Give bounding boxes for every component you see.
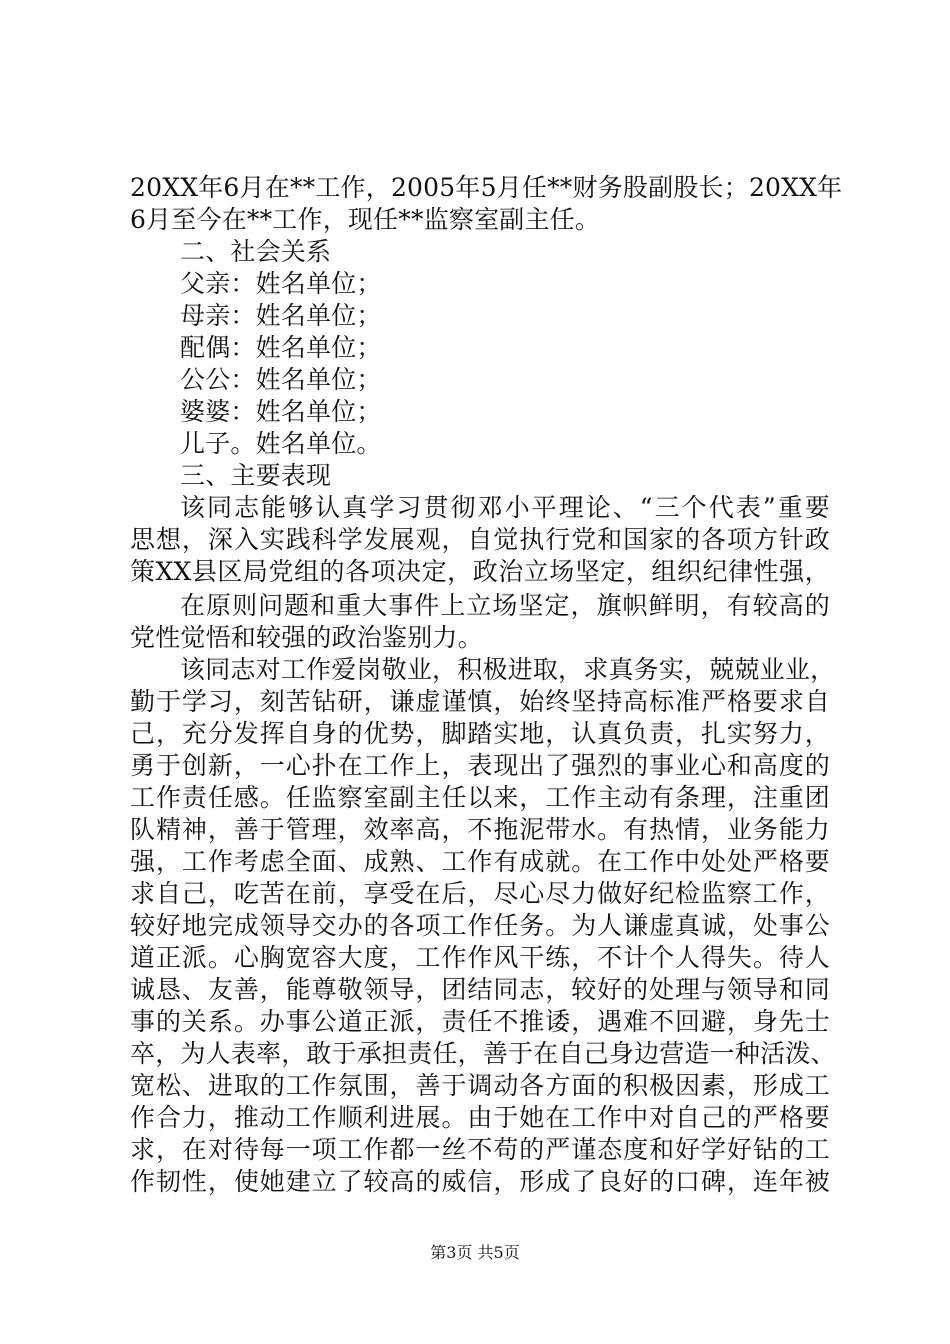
text-line: 配偶：姓名单位； — [180, 333, 382, 362]
text-line: 求 自 己 ， 吃 苦 在 前 ， 享 受 在 后 ， 尽 心 尽 力 做 好 纪 检 监 察 工 作 ， — [130, 879, 830, 908]
text-line: 事 的 关 系 。 办 事 公 道 正 派 ， 责 任 不 推 诿 ， 遇 难 不 回 避 ， 身 先 士 — [130, 1007, 830, 1036]
text-line: 6月至今在**工作，现任**监察室副主任。 — [130, 205, 601, 234]
text-line: 儿子。姓名单位。 — [180, 429, 382, 458]
text-line: 作 韧 性 ， 使 她 建 立 了 较 高 的 威 信 ， 形 成 了 良 好 的 口 碑 ， 连 年 被 — [130, 1167, 830, 1196]
text-line: 强 ， 工 作 考 虑 全 面 、 成 熟 、 工 作 有 成 就 。 在 工 作 中 处 处 严 格 要 — [130, 847, 830, 876]
section-heading: 三、主要表现 — [180, 461, 332, 490]
text-line: 求 ， 在 对 待 每 一 项 工 作 都 一 丝 不 苟 的 严 谨 态 度 和 好 学 好 钻 的 工 — [130, 1135, 830, 1164]
text-line: 诚 恳 、 友 善 ， 能 尊 敬 领 导 ， 团 结 同 志 ， 较 好 的 处 理 与 领 导 和 同 — [130, 975, 830, 1004]
text-line: 勇 于 创 新 ， 一 心 扑 在 工 作 上 ， 表 现 出 了 强 烈 的 事 业 心 和 高 度 的 — [130, 751, 830, 780]
text-line: 宽 松 、 进 取 的 工 作 氛 围 ， 善 于 调 动 各 方 面 的 积 极 因 素 ， 形 成 工 — [130, 1071, 830, 1100]
text-line: 道 正 派 。 心 胸 宽 容 大 度 ， 工 作 作 风 干 练 ， 不 计 个 人 得 失 。 待 人 — [130, 943, 830, 972]
text-line: 在 原 则 问 题 和 重 大 事 件 上 立 场 坚 定 ， 旗 帜 鲜 明 ， 有 较 高 的 — [180, 591, 830, 620]
text-line: 公公：姓名单位； — [180, 365, 382, 394]
text-line: 20XX 年 6 月 在 ** 工 作 ， 2005 年 5 月 任 ** 财 务 股 副 股 长 ； 20XX 年 — [130, 173, 843, 202]
text-line: 母亲：姓名单位； — [180, 301, 382, 330]
text-line: 卒 ， 为 人 表 率 ， 敢 于 承 担 责 任 ， 善 于 在 自 己 身 边 营 造 一 种 活 泼 、 — [130, 1039, 836, 1068]
text-line: 作 合 力 ， 推 动 工 作 顺 利 进 展 。 由 于 她 在 工 作 中 对 自 己 的 严 格 要 — [130, 1103, 830, 1132]
text-line: 该 同 志 对 工 作 爱 岗 敬 业 ， 积 极 进 取 ， 求 真 务 实 ， 兢 兢 业 业 ， — [180, 655, 836, 684]
text-line: 思 想 ， 深 入 实 践 科 学 发 展 观 ， 自 觉 执 行 党 和 国 家 的 各 项 方 针 政 — [130, 525, 830, 554]
text-line: 婆婆：姓名单位； — [180, 397, 382, 426]
text-line: 队 精 神 ， 善 于 管 理 ， 效 率 高 ， 不 拖 泥 带 水 。 有 热 情 ， 业 务 能 力 — [130, 815, 830, 844]
text-line: 父亲：姓名单位； — [180, 269, 382, 298]
text-block-top — [130, 172, 843, 588]
text-line: 己 ， 充 分 发 挥 自 身 的 优 势 ， 脚 踏 实 地 ， 认 真 负 责 ， 扎 实 努 力 ， — [130, 719, 830, 748]
text-line: 勤 于 学 习 ， 刻 苦 钻 研 ， 谦 虚 谨 慎 ， 始 终 坚 持 高 标 准 严 格 要 求 自 — [130, 687, 830, 716]
text-block-main — [130, 590, 836, 1198]
text-line: 工 作 责 任 感 。 任 监 察 室 副 主 任 以 来 ， 工 作 主 动 有 条 理 ， 注 重 团 — [130, 783, 830, 812]
text-line: 该 同 志 能 够 认 真 学 习 贯 彻 邓 小 平 理 论 、 “ 三 个 代 表 ” 重 要 — [180, 493, 830, 522]
section-heading: 二、社会关系 — [180, 237, 332, 266]
text-line: 较 好 地 完 成 领 导 交 办 的 各 项 工 作 任 务 。 为 人 谦 虚 真 诚 ， 处 事 公 — [130, 911, 830, 940]
page-number-footer: 第3页 共5页 — [430, 1243, 520, 1262]
text-line: 策 XX 县 区 局 党 组 的 各 项 决 定 ， 政 治 立 场 坚 定 ， 组 织 纪 律 性 强 ， — [130, 557, 830, 586]
text-line: 党性觉悟和较强的政治鉴别力。 — [130, 623, 483, 652]
